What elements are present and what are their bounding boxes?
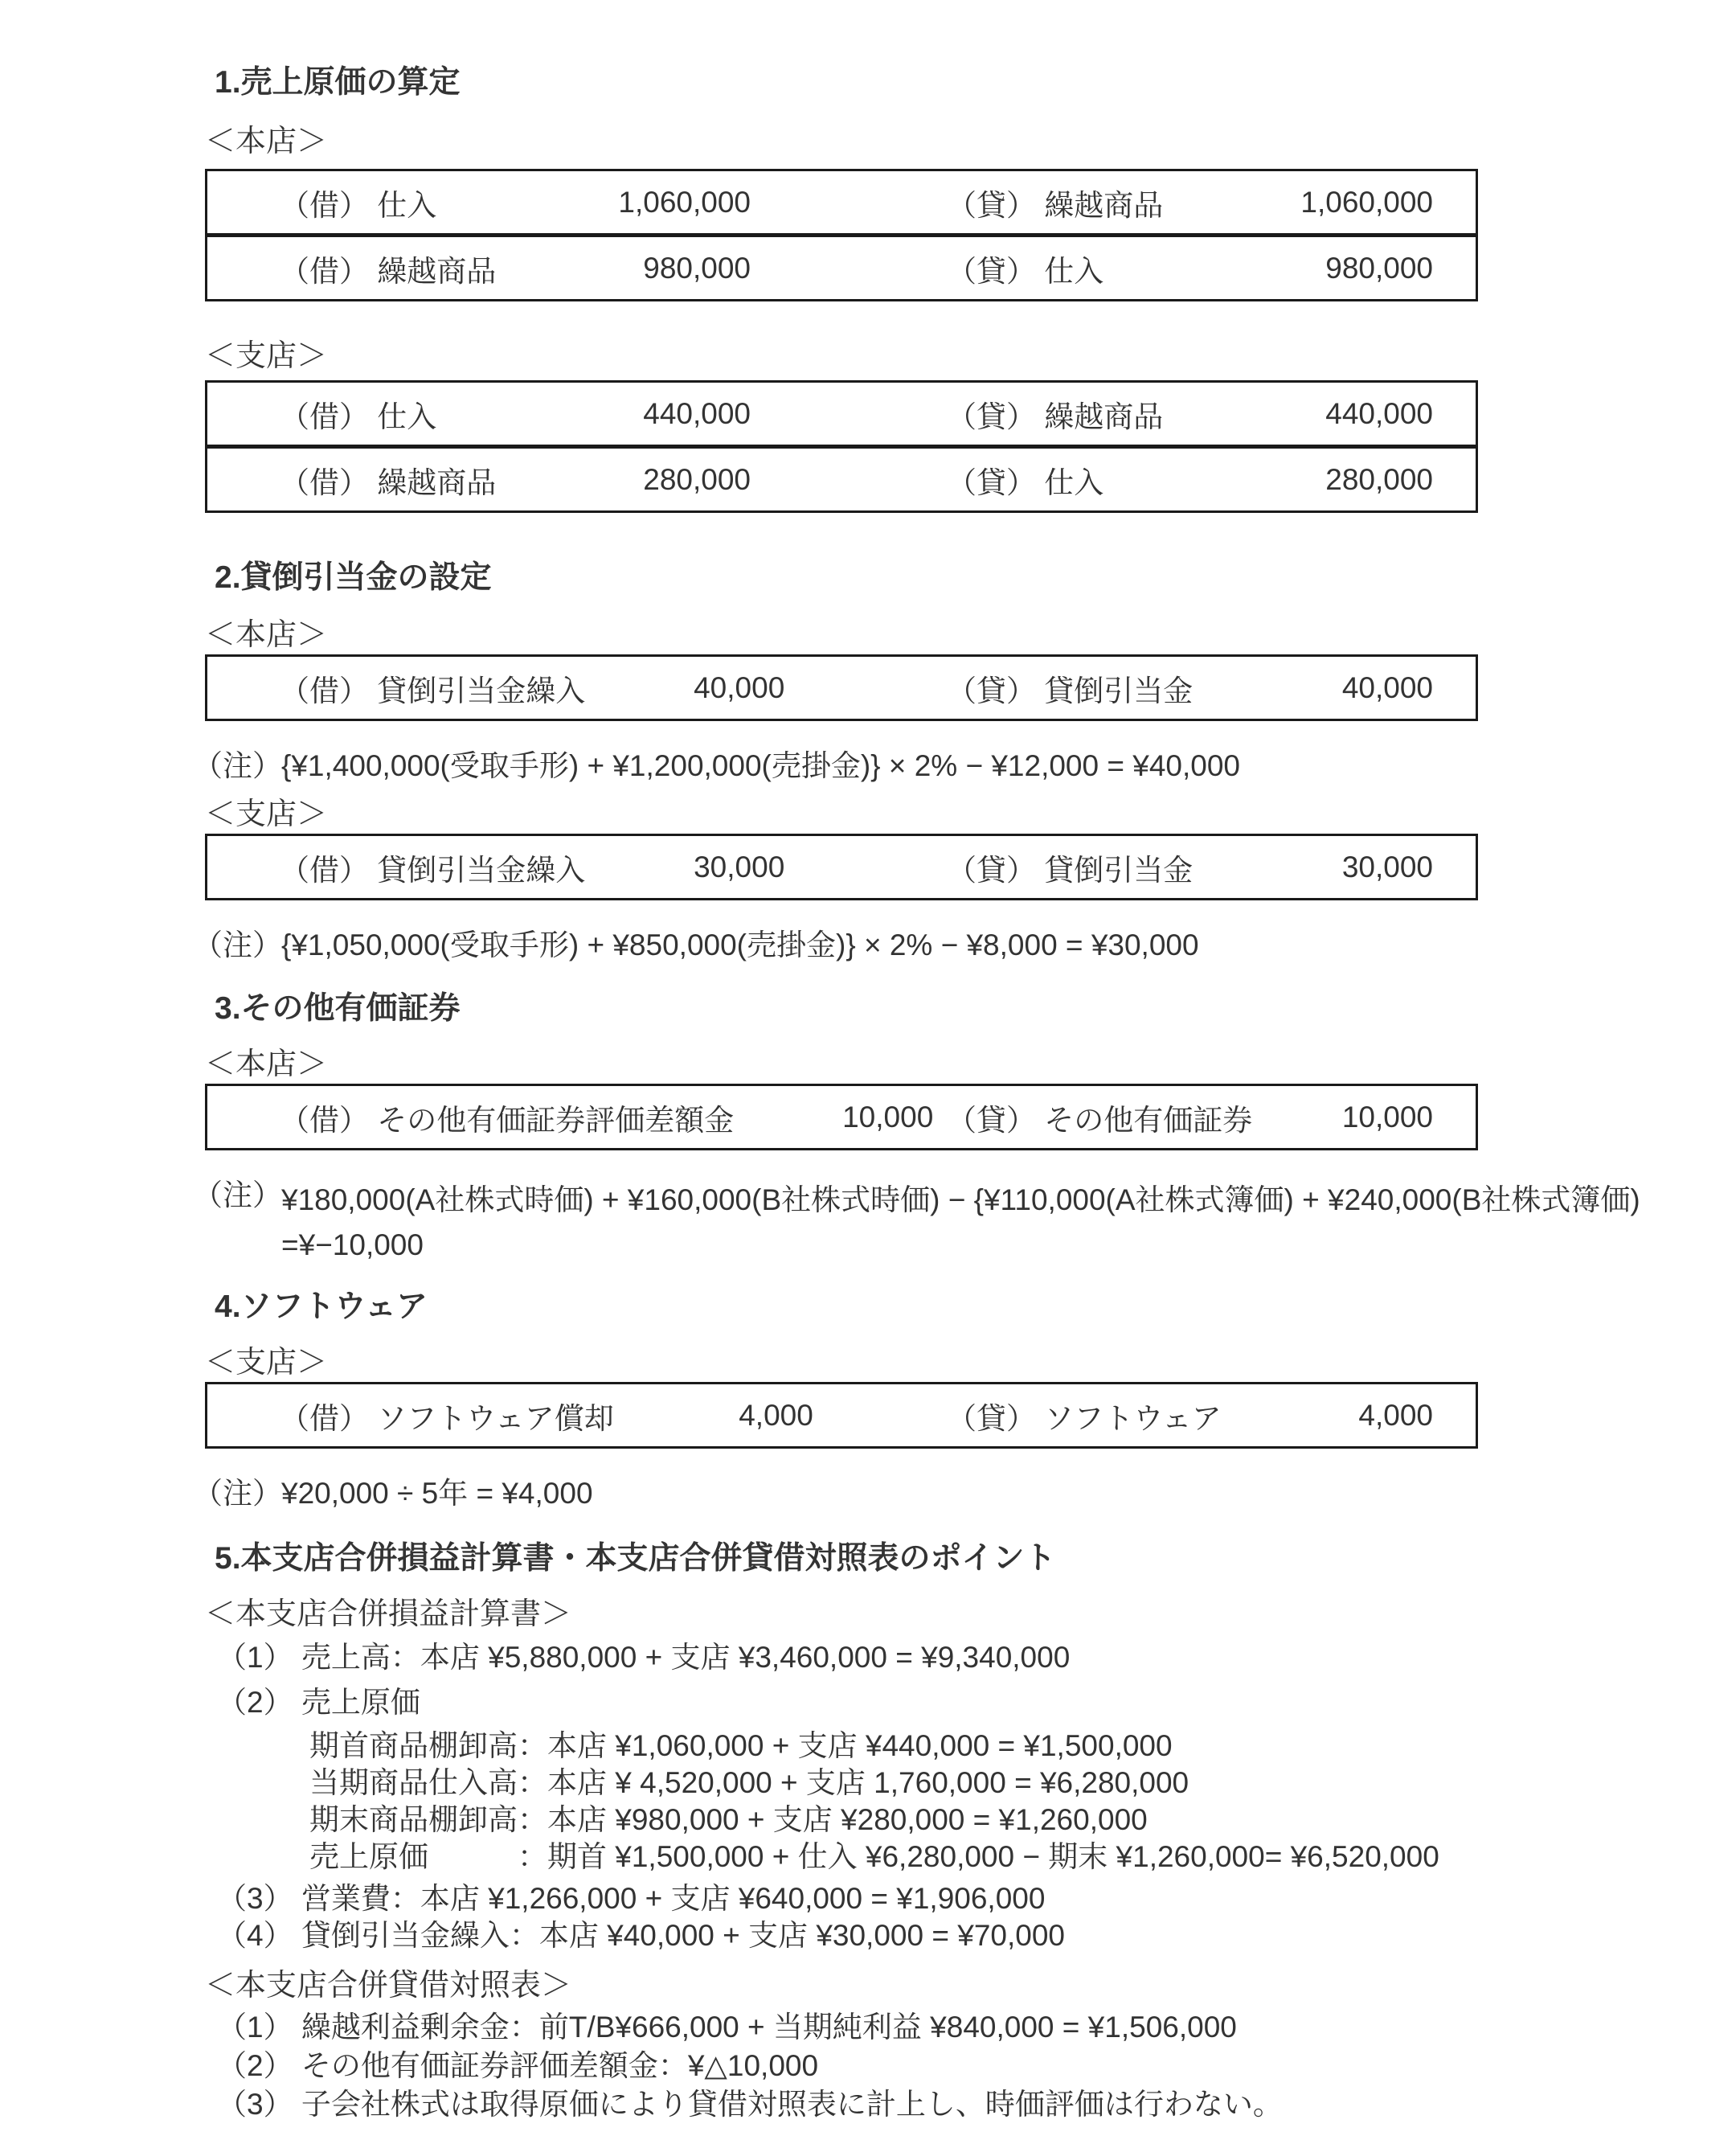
section-2-honten-label: ＜本店＞ bbox=[205, 618, 328, 652]
debit-amount: 1,060,000 bbox=[618, 185, 751, 219]
bs-item-subsidiary-shares: （3） 子会社株式は取得原価により貸借対照表に計上し、時価評価は行わない。 bbox=[217, 2088, 1283, 2121]
debit-account-label: （借） 貸倒引当金繰入 bbox=[280, 674, 586, 707]
journal-row bbox=[207, 171, 1476, 233]
credit-entry bbox=[947, 383, 1433, 445]
debit-account-label: （借） 繰越商品 bbox=[280, 254, 497, 288]
credit-amount: 40,000 bbox=[1341, 670, 1433, 704]
note-text-line2: =¥−10,000 bbox=[281, 1228, 424, 1261]
debit-account-label: （借） その他有価証券評価差額金 bbox=[280, 1103, 735, 1137]
debit-account-label: （借） 仕入 bbox=[280, 188, 437, 222]
credit-account-label: （貸） 貸倒引当金 bbox=[947, 674, 1194, 707]
credit-entry bbox=[947, 171, 1433, 233]
pl-item-cogs: （2） 売上原価 bbox=[217, 1686, 420, 1719]
note-text-line1: ¥180,000(A社株式時価) + ¥160,000(B社株式時価) − {¥110,000(A社株式簿価) + ¥240,000(B社株式簿価) bbox=[281, 1183, 1640, 1216]
debit-entry bbox=[280, 1384, 813, 1446]
section-4-shiten-label: ＜支店＞ bbox=[205, 1346, 328, 1380]
journal-table-s1-shiten bbox=[205, 380, 1478, 513]
pl-sub-opening-inventory: 期首商品棚卸高：本店 ¥1,060,000 + 支店 ¥440,000 = ¥1,500,000 bbox=[309, 1729, 1173, 1762]
bs-item-valuation-difference: （2） その他有価証券評価差額金：¥△10,000 bbox=[217, 2049, 819, 2082]
note-s2-honten bbox=[193, 748, 1730, 784]
section-1-shiten-label: ＜支店＞ bbox=[205, 339, 328, 373]
pl-sub-purchases: 当期商品仕入高：本店 ¥ 4,520,000 + 支店 1,760,000 = ¥6,280,000 bbox=[309, 1766, 1189, 1799]
credit-entry bbox=[947, 1086, 1433, 1148]
debit-account-label: （借） 繰越商品 bbox=[280, 465, 497, 499]
journal-row bbox=[207, 657, 1476, 719]
credit-account-label: （貸） 仕入 bbox=[947, 465, 1104, 499]
note-marker: （注） bbox=[193, 929, 282, 961]
debit-amount: 10,000 bbox=[842, 1100, 934, 1134]
section-3-heading: 3.その他有価証券 bbox=[215, 991, 461, 1026]
journal-row bbox=[207, 836, 1476, 898]
credit-entry bbox=[947, 237, 1433, 299]
credit-entry bbox=[947, 1384, 1433, 1446]
debit-account-label: （借） ソフトウェア償却 bbox=[280, 1401, 614, 1435]
note-marker: （注） bbox=[193, 1477, 282, 1510]
journal-table-s4-shiten bbox=[205, 1382, 1478, 1449]
pl-item-sales: （1） 売上高：本店 ¥5,880,000 + 支店 ¥3,460,000 = ¥9,340,000 bbox=[217, 1641, 1071, 1674]
debit-entry bbox=[280, 836, 784, 898]
debit-account-label: （借） 仕入 bbox=[280, 400, 437, 433]
note-s2-shiten bbox=[193, 928, 1730, 963]
section-2-shiten-label: ＜支店＞ bbox=[205, 797, 328, 831]
pl-item-bad-debt: （4） 貸倒引当金繰入：本店 ¥40,000 + 支店 ¥30,000 = ¥70,000 bbox=[217, 1919, 1065, 1952]
debit-entry bbox=[280, 383, 751, 445]
section-4-heading: 4.ソフトウェア bbox=[215, 1289, 428, 1324]
credit-amount: 1,060,000 bbox=[1300, 185, 1433, 219]
credit-amount: 440,000 bbox=[1325, 396, 1433, 430]
debit-amount: 40,000 bbox=[694, 670, 785, 704]
section-1-heading: 1.売上原価の算定 bbox=[215, 65, 461, 100]
credit-entry bbox=[947, 449, 1433, 510]
section-1-honten-label: ＜本店＞ bbox=[205, 125, 328, 158]
credit-entry bbox=[947, 657, 1433, 719]
note-text: {¥1,050,000(受取手形) + ¥850,000(売掛金)} × 2% − ¥8,000 = ¥30,000 bbox=[281, 929, 1199, 961]
section-3-honten-label: ＜本店＞ bbox=[205, 1047, 328, 1081]
credit-account-label: （貸） 貸倒引当金 bbox=[947, 853, 1194, 887]
credit-account-label: （貸） 繰越商品 bbox=[947, 188, 1164, 222]
debit-entry bbox=[280, 657, 784, 719]
credit-entry bbox=[947, 836, 1433, 898]
debit-amount: 280,000 bbox=[643, 462, 751, 496]
debit-amount: 30,000 bbox=[694, 850, 785, 883]
section-5-heading: 5.本支店合併損益計算書・本支店合併貸借対照表のポイント bbox=[215, 1541, 1056, 1576]
journal-row bbox=[207, 1384, 1476, 1446]
section-2-heading: 2.貸倒引当金の設定 bbox=[215, 560, 492, 595]
credit-account-label: （貸） ソフトウェア bbox=[947, 1401, 1222, 1435]
journal-row bbox=[207, 1086, 1476, 1148]
credit-amount: 980,000 bbox=[1325, 251, 1433, 285]
note-marker: （注） bbox=[193, 1179, 282, 1211]
credit-account-label: （貸） その他有価証券 bbox=[947, 1103, 1253, 1137]
journal-table-s2-shiten bbox=[205, 834, 1478, 900]
journal-table-s3-honten bbox=[205, 1084, 1478, 1150]
note-s4 bbox=[193, 1476, 1730, 1511]
journal-table-s1-honten bbox=[205, 169, 1478, 301]
debit-amount: 440,000 bbox=[643, 396, 751, 430]
note-marker: （注） bbox=[193, 749, 282, 782]
credit-account-label: （貸） 仕入 bbox=[947, 254, 1104, 288]
journal-row bbox=[207, 445, 1476, 510]
debit-entry bbox=[280, 449, 751, 510]
note-s3 bbox=[193, 1178, 1730, 1268]
pl-sub-cogs-total: 売上原価 ：期首 ¥1,500,000 + 仕入 ¥6,280,000 − 期末 ¥1,260,000= ¥6,520,000 bbox=[309, 1840, 1439, 1873]
journal-table-s2-honten bbox=[205, 654, 1478, 721]
credit-account-label: （貸） 繰越商品 bbox=[947, 400, 1164, 433]
note-text: ¥20,000 ÷ 5年 = ¥4,000 bbox=[281, 1477, 593, 1510]
credit-amount: 280,000 bbox=[1325, 462, 1433, 496]
debit-entry bbox=[280, 171, 751, 233]
journal-row bbox=[207, 383, 1476, 445]
credit-amount: 30,000 bbox=[1341, 850, 1433, 883]
debit-amount: 980,000 bbox=[643, 251, 751, 285]
credit-amount: 10,000 bbox=[1341, 1100, 1433, 1134]
pl-item-operating-expenses: （3） 営業費：本店 ¥1,266,000 + 支店 ¥640,000 = ¥1,906,000 bbox=[217, 1882, 1046, 1915]
journal-row bbox=[207, 233, 1476, 299]
pl-sub-closing-inventory: 期末商品棚卸高：本店 ¥980,000 + 支店 ¥280,000 = ¥1,260,000 bbox=[309, 1803, 1148, 1836]
debit-account-label: （借） 貸倒引当金繰入 bbox=[280, 853, 586, 887]
note-text: {¥1,400,000(受取手形) + ¥1,200,000(売掛金)} × 2% − ¥12,000 = ¥40,000 bbox=[281, 749, 1240, 782]
debit-entry bbox=[280, 1086, 933, 1148]
debit-amount: 4,000 bbox=[739, 1398, 813, 1432]
credit-amount: 4,000 bbox=[1358, 1398, 1433, 1432]
bs-statement-label: ＜本支店合併貸借対照表＞ bbox=[205, 1969, 572, 2003]
pl-statement-label: ＜本支店合併損益計算書＞ bbox=[205, 1597, 572, 1631]
debit-entry bbox=[280, 237, 751, 299]
bs-item-retained-earnings: （1） 繰越利益剰余金：前T/B¥666,000 + 当期純利益 ¥840,000 = ¥1,506,000 bbox=[217, 2011, 1237, 2044]
